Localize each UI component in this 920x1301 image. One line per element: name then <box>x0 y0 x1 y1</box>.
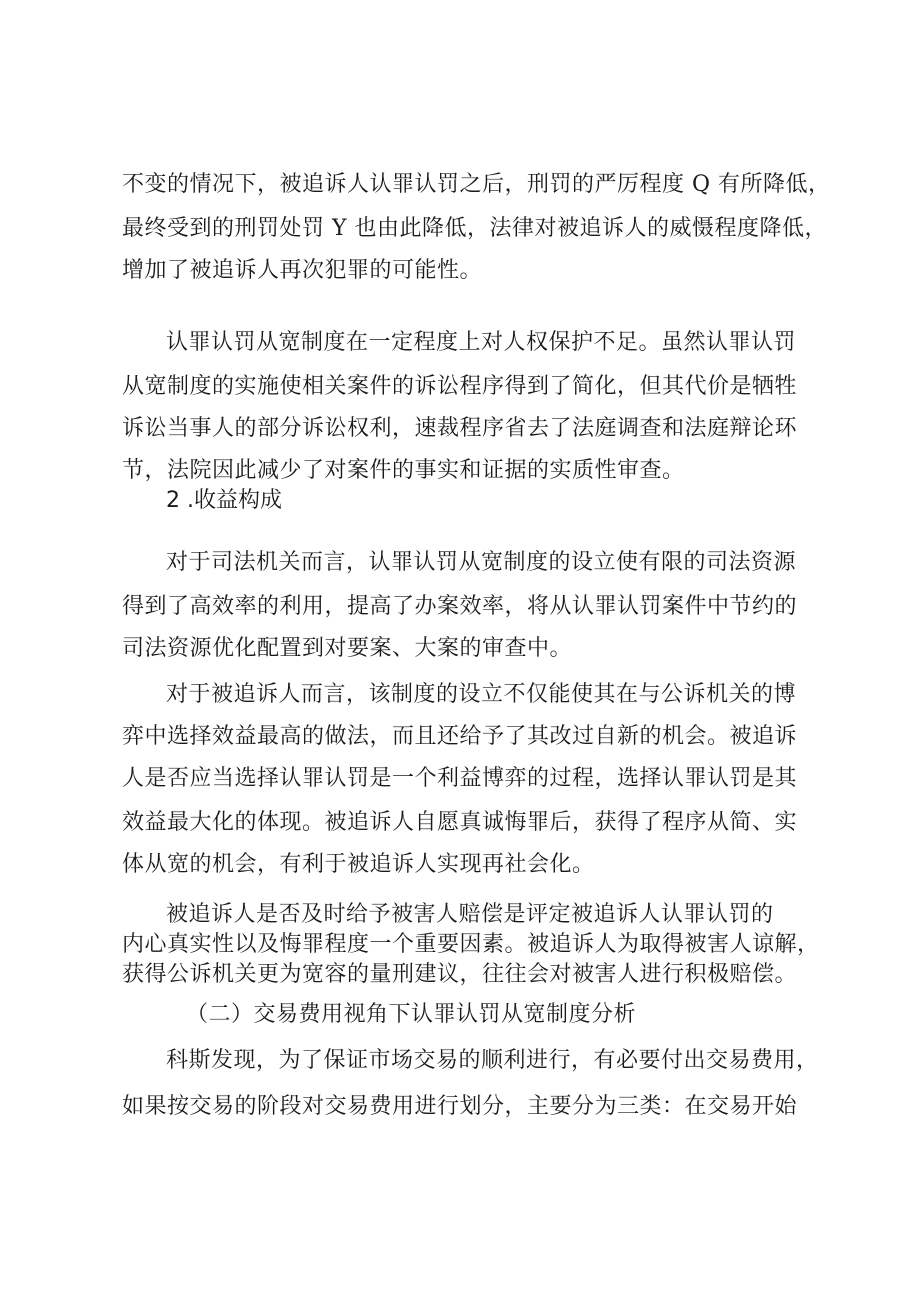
sub-heading: （二）交易费用视角下认罪认罚从宽制度分析 <box>186 1002 637 1027</box>
paragraph-line: 诉讼当事人的部分诉讼权利，速裁程序省去了法庭调查和法庭辩论环 <box>122 416 798 441</box>
paragraph-line: 对于被追诉人而言，该制度的设立不仅能使其在与公诉机关的博 <box>166 682 797 707</box>
paragraph-line: 效益最大化的体现。被追诉人自愿真诚悔罪后，获得了程序从简、实 <box>122 810 798 835</box>
paragraph-line: 认罪认罚从宽制度在一定程度上对人权保护不足。虽然认罪认罚 <box>166 330 797 355</box>
paragraph-line: 司法资源优化配置到对要案、大案的审查中。 <box>122 636 573 661</box>
paragraph-line: 体从宽的机会，有利于被追诉人实现再社会化。 <box>122 852 595 877</box>
paragraph-line: 增加了被追诉人再次犯罪的可能性。 <box>122 258 483 283</box>
paragraph-line: 最终受到的刑罚处罚 Y 也由此降低，法律对被追诉人的威慑程度降低， <box>122 216 828 241</box>
section-heading: 2 .收益构成 <box>166 488 282 513</box>
paragraph-line: 内心真实性以及悔罪程度一个重要因素。被追诉人为取得被害人谅解， <box>122 932 820 957</box>
paragraph-line: 不变的情况下，被追诉人认罪认罚之后，刑罚的严厉程度 Q 有所降低， <box>122 172 831 197</box>
paragraph-line: 对于司法机关而言，认罪认罚从宽制度的设立使有限的司法资源 <box>166 550 797 575</box>
paragraph-line: 节，法院因此减少了对案件的事实和证据的实质性审查。 <box>122 458 685 483</box>
paragraph-line: 科斯发现，为了保证市场交易的顺利进行，有必要付出交易费用， <box>166 1048 819 1073</box>
paragraph-line: 弈中选择效益最高的做法，而且还给予了其改过自新的机会。被追诉 <box>122 724 798 749</box>
paragraph-line: 人是否应当选择认罪认罚是一个利益博弈的过程，选择认罪认罚是其 <box>122 766 798 791</box>
paragraph-line: 获得公诉机关更为宽容的量刑建议，往往会对被害人进行积极赔偿。 <box>122 962 798 987</box>
paragraph-line: 如果按交易的阶段对交易费用进行划分，主要分为三类：在交易开始 <box>122 1094 798 1119</box>
paragraph-line: 被追诉人是否及时给予被害人赔偿是评定被追诉人认罪认罚的 <box>166 902 774 927</box>
paragraph-line: 得到了高效率的利用，提高了办案效率，将从认罪认罚案件中节约的 <box>122 594 798 619</box>
paragraph-line: 从宽制度的实施使相关案件的诉讼程序得到了简化，但其代价是牺牲 <box>122 374 798 399</box>
